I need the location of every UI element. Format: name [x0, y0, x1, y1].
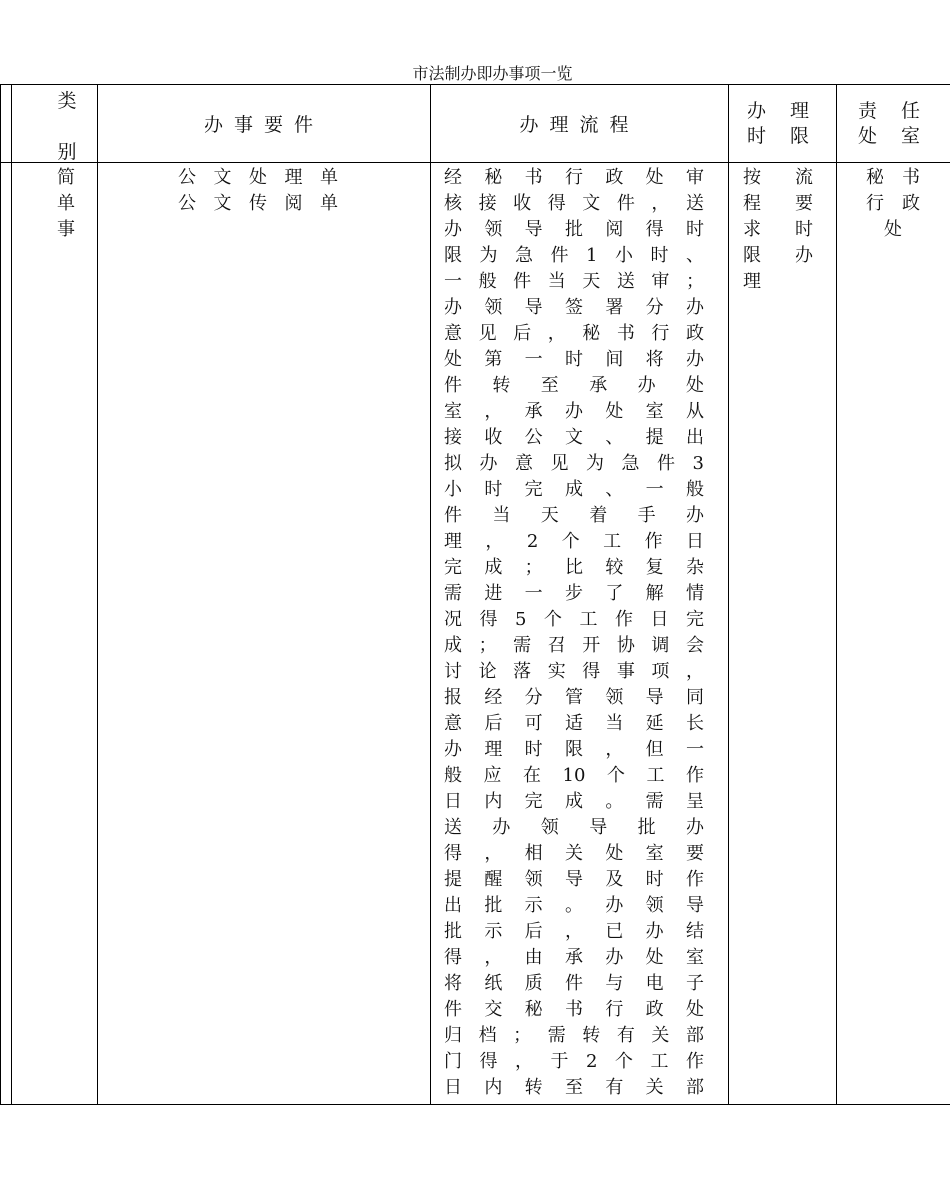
time-limit-line: 理 — [743, 271, 761, 292]
process-cell — [444, 165, 704, 1101]
office-line: 处 — [884, 219, 902, 240]
process-line: 拟办意见为急件3 — [444, 453, 704, 474]
process-line: 日内转至有关部 — [444, 1077, 704, 1098]
header-category-top: 类 — [57, 90, 77, 112]
table-left-inner-border — [11, 84, 12, 1105]
header-office-line1: 责 任 — [857, 99, 930, 122]
column-divider — [430, 84, 431, 1105]
table-header-divider — [0, 162, 950, 163]
office-line: 行政 — [866, 193, 920, 214]
header-time-limit — [729, 85, 836, 162]
process-line: 一般件当天送审； — [444, 271, 704, 292]
process-line: 理，2个工作日 — [444, 531, 704, 552]
process-line: 完成；比较复杂 — [444, 557, 704, 578]
process-line: 成；需召开协调会 — [444, 635, 704, 656]
process-line: 接收公文、提出 — [444, 427, 704, 448]
header-office-line2: 处 室 — [857, 124, 930, 147]
process-line: 般应在10个工作 — [444, 765, 704, 786]
process-line: 将纸质件与电子 — [444, 973, 704, 994]
column-divider — [728, 84, 729, 1105]
header-time-limit-line2: 时 限 — [746, 124, 819, 147]
process-line: 归档；需转有关部 — [444, 1025, 704, 1046]
process-line: 办领导签署分办 — [444, 297, 704, 318]
process-line: 意见后，秘书行政 — [444, 323, 704, 344]
header-category — [52, 86, 82, 162]
header-process — [431, 85, 728, 162]
process-line: 办领导批阅得时 — [444, 219, 704, 240]
process-line: 批示后，已办结 — [444, 921, 704, 942]
category-char: 事 — [57, 219, 75, 240]
process-line: 件交秘书行政处 — [444, 999, 704, 1020]
requirement-item: 公文处理单 — [178, 167, 338, 188]
process-line: 门得，于2个工作 — [444, 1051, 704, 1072]
process-line: 限为急件1小时、 — [444, 245, 704, 266]
process-line: 讨论落实得事项， — [444, 661, 704, 682]
office-line: 秘书 — [866, 167, 920, 188]
process-line: 送办领导批办 — [444, 817, 704, 838]
process-line: 况得5个工作日完 — [444, 609, 704, 630]
category-char: 简 — [57, 167, 75, 188]
category-cell — [53, 165, 79, 243]
table-bottom-border — [0, 1104, 950, 1105]
column-divider — [97, 84, 98, 1105]
process-line: 办理时限，但一 — [444, 739, 704, 760]
requirement-item: 公文传阅单 — [178, 193, 338, 214]
office-cell — [866, 165, 920, 243]
process-line: 处第一时间将办 — [444, 349, 704, 370]
time-limit-line: 按流 — [743, 167, 813, 188]
document-title: 市法制办即办事项一览 — [412, 64, 573, 83]
header-process-label: 办理流程 — [519, 114, 640, 136]
time-limit-line: 求时 — [743, 219, 813, 240]
time-limit-cell — [743, 165, 813, 295]
header-office — [837, 85, 950, 162]
header-time-limit-line1: 办 理 — [746, 99, 819, 122]
process-line: 得，相关处室要 — [444, 843, 704, 864]
process-line: 件当天着手办 — [444, 505, 704, 526]
process-line: 出批示。办领导 — [444, 895, 704, 916]
header-requirements — [98, 85, 430, 162]
process-line: 室，承办处室从 — [444, 401, 704, 422]
column-divider — [836, 84, 837, 1105]
time-limit-line: 程要 — [743, 193, 813, 214]
process-line: 需进一步了解情 — [444, 583, 704, 604]
process-line: 日内完成。需呈 — [444, 791, 704, 812]
process-line: 小时完成、一般 — [444, 479, 704, 500]
requirements-cell — [178, 165, 338, 217]
time-limit-line: 限办 — [743, 245, 813, 266]
process-line: 报经分管领导同 — [444, 687, 704, 708]
process-line: 件转至承办处 — [444, 375, 704, 396]
process-line: 经秘书行政处审 — [444, 167, 704, 188]
process-line: 得，由承办处室 — [444, 947, 704, 968]
table-left-border — [0, 84, 1, 1105]
process-line: 核接收得文件，送 — [444, 193, 704, 214]
process-line: 提醒领导及时作 — [444, 869, 704, 890]
category-char: 单 — [57, 193, 75, 214]
header-category-bottom: 别 — [57, 141, 77, 163]
header-requirements-label: 办事要件 — [203, 114, 324, 136]
process-line: 意后可适当延长 — [444, 713, 704, 734]
